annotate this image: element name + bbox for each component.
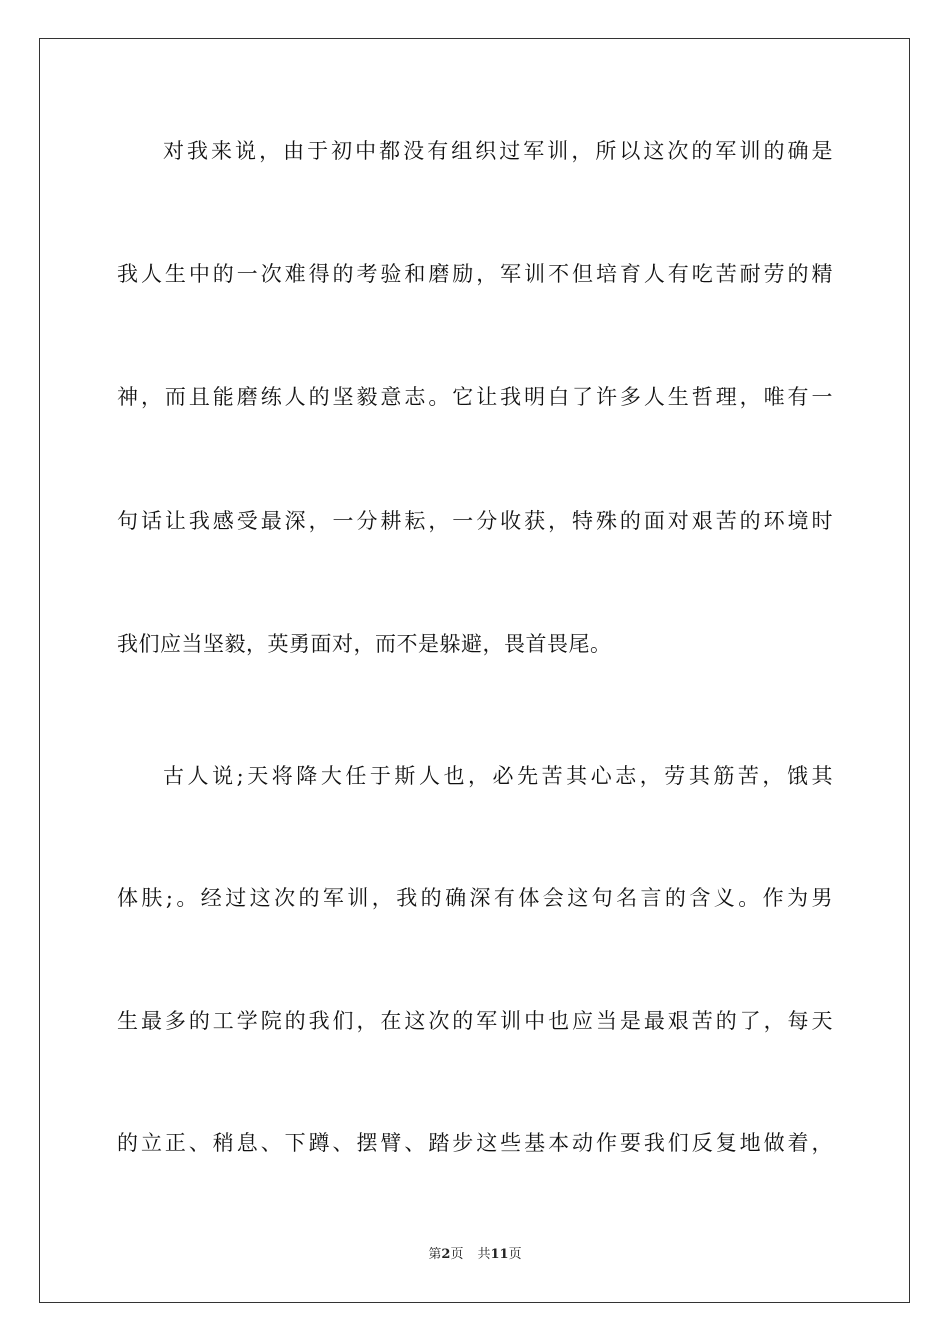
- footer-total-pages: 11: [490, 1247, 509, 1262]
- page-frame: [39, 38, 910, 1303]
- footer-page-suffix: 页: [450, 1247, 464, 1262]
- paragraph-1-line-4: 句话让我感受最深，一分耕耘，一分收获，特殊的面对艰苦的环境时: [117, 509, 833, 533]
- page-footer: [0, 1246, 950, 1264]
- paragraph-1-line-5: 我们应当坚毅，英勇面对，而不是躲避，畏首畏尾。: [117, 632, 612, 656]
- paragraph-1-line-2: 我人生中的一次难得的考验和磨励，军训不但培育人有吃苦耐劳的精: [117, 262, 833, 286]
- paragraph-1-line-1: 对我来说，由于初中都没有组织过军训，所以这次的军训的确是: [163, 139, 833, 163]
- footer-page-number: 2: [441, 1247, 451, 1262]
- paragraph-2-line-4: 的立正、稍息、下蹲、摆臂、踏步这些基本动作要我们反复地做着，: [117, 1131, 833, 1155]
- footer-total-prefix: 共: [477, 1247, 491, 1262]
- paragraph-2-line-2: 体肤;。经过这次的军训，我的确深有体会这句名言的含义。作为男: [117, 886, 833, 910]
- paragraph-2-line-1: 古人说;天将降大任于斯人也，必先苦其心志，劳其筋苦，饿其: [163, 764, 833, 788]
- paragraph-1-line-3: 神，而且能磨练人的坚毅意志。它让我明白了许多人生哲理，唯有一: [117, 385, 833, 409]
- paragraph-2-line-3: 生最多的工学院的我们，在这次的军训中也应当是最艰苦的了，每天: [117, 1009, 833, 1033]
- footer-page-prefix: 第: [428, 1247, 442, 1262]
- footer-total-suffix: 页: [508, 1247, 522, 1262]
